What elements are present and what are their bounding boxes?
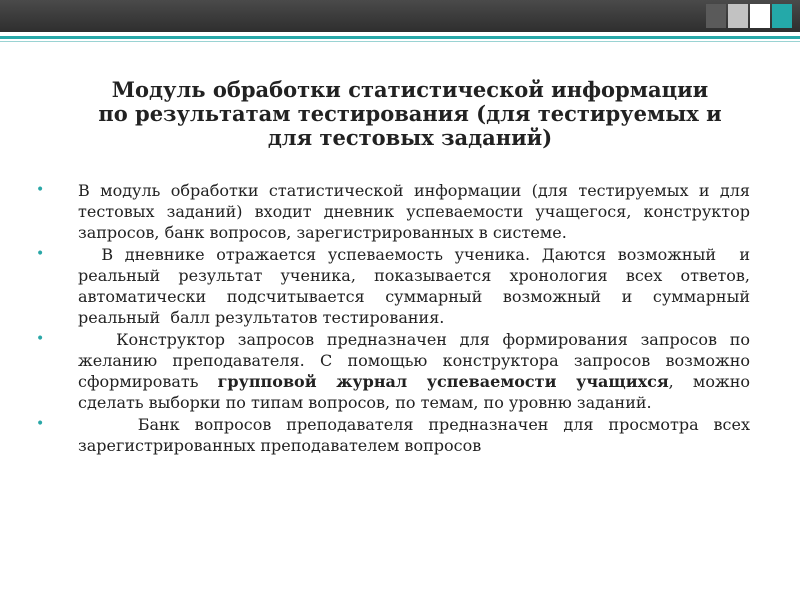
list-item-text: В дневнике отражается успеваемость ученика. Даются возможный и реальный результат ученика, показывается хронология всех ответов, автоматически подсчитывается суммарный возможный и суммарный реальный балл результатов тестирования. [78,245,756,327]
corner-squares-decoration [706,4,792,28]
list-item-text: , можно сделать выборки по типам вопросов, по темам, по уровню заданий. [78,372,750,412]
bullet-icon: • [36,416,45,432]
list-item [36,180,750,243]
title-line: Модуль обработки статистической информации [111,77,709,102]
slide-title [60,78,760,150]
decor-square [750,4,770,28]
title-line: по результатам тестирования (для тестируемых и [98,101,722,126]
bullet-icon: • [36,246,45,262]
list-item-bold-text: групповой журнал успеваемости учащихся [217,372,669,391]
bullet-icon: • [36,331,45,347]
decor-square [706,4,726,28]
top-decorative-band [0,0,800,32]
bullet-list [36,180,756,457]
list-item [36,244,756,328]
accent-divider [0,36,800,39]
list-item-text: В модуль обработки статистической информации (для тестируемых и для тестовых заданий) входит дневник успеваемости учащегося, конструктор запросов, банк вопросов, зарегистрированных в системе. [78,181,750,242]
accent-divider-thin [0,41,800,42]
bullet-icon: • [36,182,45,198]
decor-square [772,4,792,28]
list-item-text: Банк вопросов преподавателя предназначен для просмотра всех зарегистрированных преподавателем вопросов [78,415,756,455]
list-item-text: Конструктор запросов предназначен для формирования запросов по желанию преподавателя. С помощью конструктора запросов возможно сформировать [78,330,756,391]
title-line: для тестовых заданий) [267,125,553,150]
list-item [36,329,756,413]
list-item [36,414,756,456]
decor-square [728,4,748,28]
